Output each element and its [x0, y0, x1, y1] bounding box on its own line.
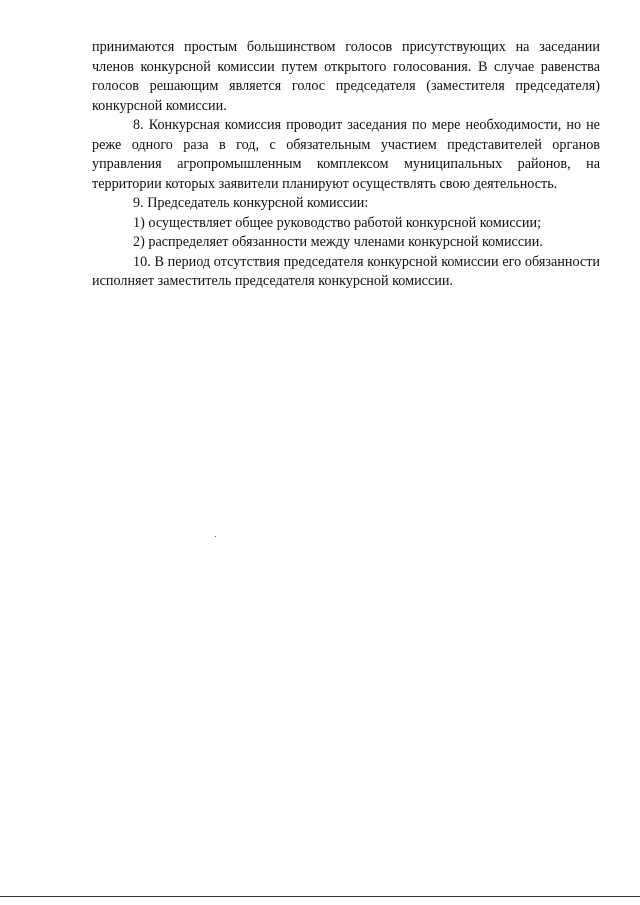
paragraph-item-8: 8. Конкурсная комиссия проводит заседания по мере необходимости, но не реже одного раза в год, с обязательным участием представителей органов управления агропромышленным комплексом муниципальных районов, на территории которых заявители планируют осуществлять свою деятельность.	[92, 117, 600, 192]
paragraph-item-9-1: 1) осуществляет общее руководство работой конкурсной комиссии;	[133, 214, 542, 231]
scan-bottom-edge	[0, 896, 640, 897]
paragraph-item-9-2: 2) распределяет обязанности между членами конкурсной комиссии.	[133, 234, 543, 250]
paragraph-voting: принимаются простым большинством голосов присутствующих на заседании членов конкурсной комиссии путем открытого голосования. В случае равенства голосов решающим является голос председателя (заместителя председателя) конкурсной комиссии.	[92, 39, 600, 114]
paragraph-item-10: 10. В период отсутствия председателя конкурсной комиссии его обязанности исполняет заместитель председателя конкурсной комиссии.	[92, 253, 600, 289]
paragraph-item-9: 9. Председатель конкурсной комиссии:	[133, 195, 369, 211]
scan-speck	[215, 536, 216, 537]
document-body	[92, 38, 600, 292]
